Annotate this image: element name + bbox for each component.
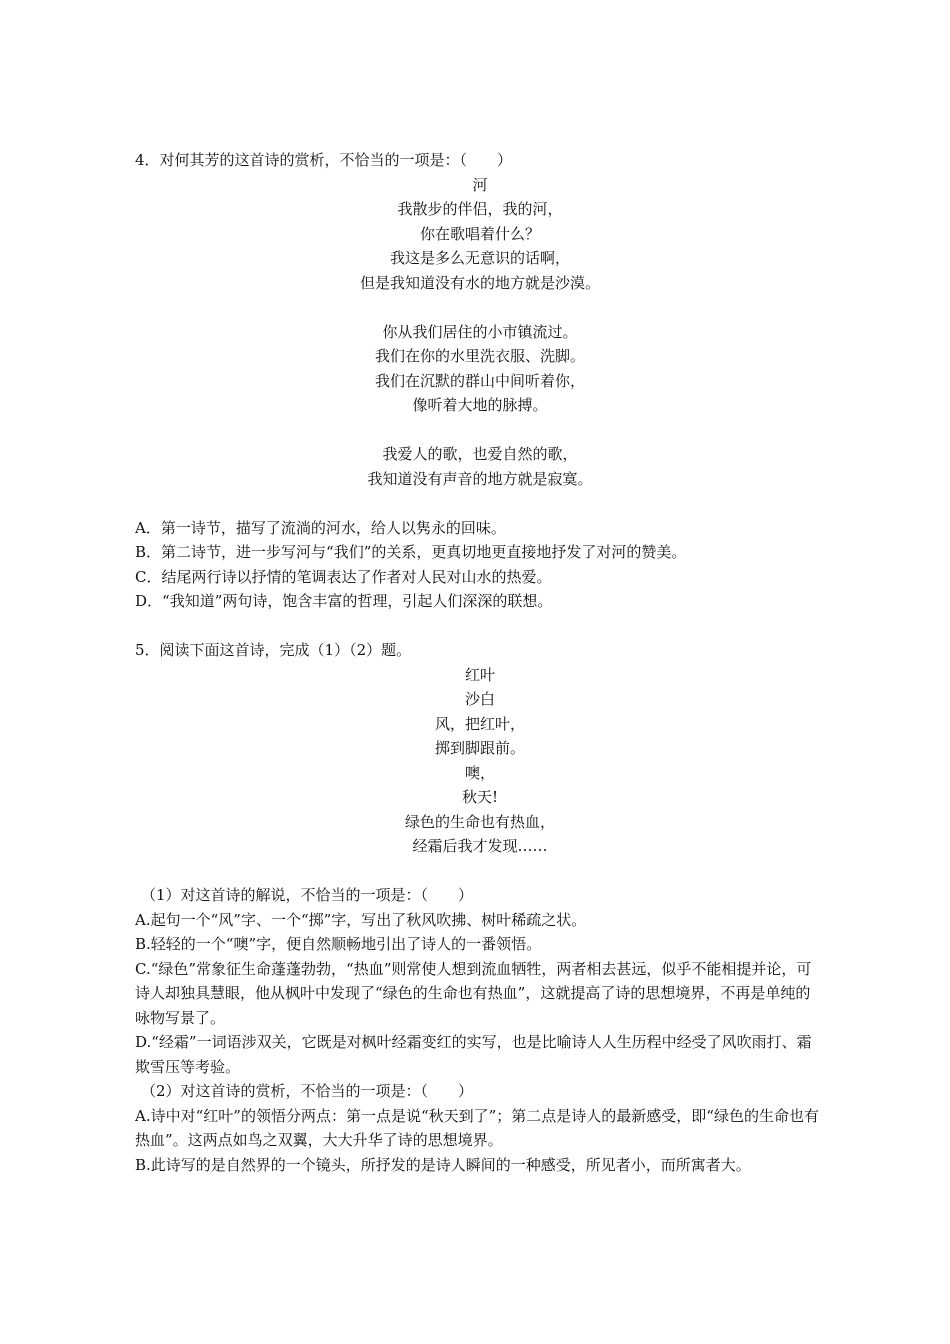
q4-poem-line: 我们在沉默的群山中间听着你，: [374, 371, 585, 390]
document-content: [135, 148, 825, 1177]
q4-option-d: D．“我知道”两句诗，饱含丰富的哲理，引起人们深深的联想。: [135, 592, 553, 610]
q4-poem-title: 河: [472, 175, 488, 194]
q5-sub2-option-b: B.此诗写的是自然界的一个镜头，所抒发的是诗人瞬间的一种感受，所见者小，而所寓者大。: [135, 1155, 751, 1174]
q4-option-b: B．第二诗节，进一步写河与“我们”的关系，更真切地更直接地抒发了对河的赞美。: [135, 543, 687, 561]
q4-poem-line: 我爱人的歌，也爱自然的歌，: [382, 445, 578, 463]
q5-sub2-option-a: A.诗中对“红叶”的领悟分两点：第一点是说“秋天到了”；第二点是诗人的最新感受，即“绿色的生命也有热血”。这两点如鸟之双翼，大大升华了诗的思想境界。: [135, 1106, 819, 1149]
q5-poem-line: 噢，: [464, 763, 495, 782]
q5-poem-line: 秋天!: [461, 788, 499, 806]
q4-poem-line: 我们在你的水里洗衣服、洗脚。: [374, 347, 585, 365]
q5-poem-line: 经霜后我才发现……: [412, 837, 548, 855]
q5-poem-author: 沙白: [464, 690, 495, 708]
q4-poem-line: 我散步的伴侣，我的河，: [397, 200, 563, 218]
q5-stem: 5．阅读下面这首诗，完成（1）（2）题。: [135, 641, 412, 659]
q4-poem-line: 像听着大地的脉搏。: [412, 396, 548, 414]
q4-stem: 4．对何其芳的这首诗的赏析，不恰当的一项是：（ ）: [135, 151, 513, 169]
q4-poem-line: 我知道没有声音的地方就是寂寞。: [367, 469, 593, 488]
q4-poem-line: 你在歌唱着什么？: [419, 224, 540, 243]
q5-sub1-option-c: C.“绿色”常象征生命蓬蓬勃勃，“热血”则常使人想到流血牺牲，两者相去甚远，似乎不能相提并论，可诗人却独具慧眼，他从枫叶中发现了“绿色的生命也有热血”，这就提高了诗的思想境界，不再是单纯的咏物写景了。: [135, 959, 812, 1027]
q5-sub2-stem: （2）对这首诗的赏析，不恰当的一项是：（ ）: [141, 1082, 474, 1100]
q5-sub1-option-b: B.轻轻的一个“噢”字，便自然顺畅地引出了诗人的一番领悟。: [135, 935, 542, 953]
q5-sub1-option-a: A.起句一个“风”字、一个“掷”字，写出了秋风吹拂、树叶稀疏之状。: [135, 910, 587, 929]
q5-poem-line: 绿色的生命也有热血，: [404, 812, 555, 831]
q5-poem-line: 风，把红叶，: [434, 714, 525, 733]
q5-sub1-stem: （1）对这首诗的解说，不恰当的一项是：（ ）: [141, 886, 474, 904]
q4-option-a: A．第一诗节，描写了流淌的河水，给人以隽永的回味。: [135, 518, 506, 537]
q4-poem-line: 我这是多么无意识的话啊，: [389, 249, 570, 267]
q5-poem-title: 红叶: [464, 665, 495, 684]
q4-poem-line: 你从我们居住的小市镇流过。: [382, 322, 578, 341]
q4-poem-line: 但是我知道没有水的地方就是沙漠。: [359, 273, 600, 292]
q5-poem-line: 掷到脚跟前。: [434, 739, 525, 757]
q4-option-c: C．结尾两行诗以抒情的笔调表达了作者对人民对山水的热爱。: [135, 567, 552, 586]
q5-sub1-option-d: D.“经霜”一词语涉双关，它既是对枫叶经霜变红的实写，也是比喻诗人人生历程中经受了风吹雨打、霜欺雪压等考验。: [135, 1033, 812, 1076]
